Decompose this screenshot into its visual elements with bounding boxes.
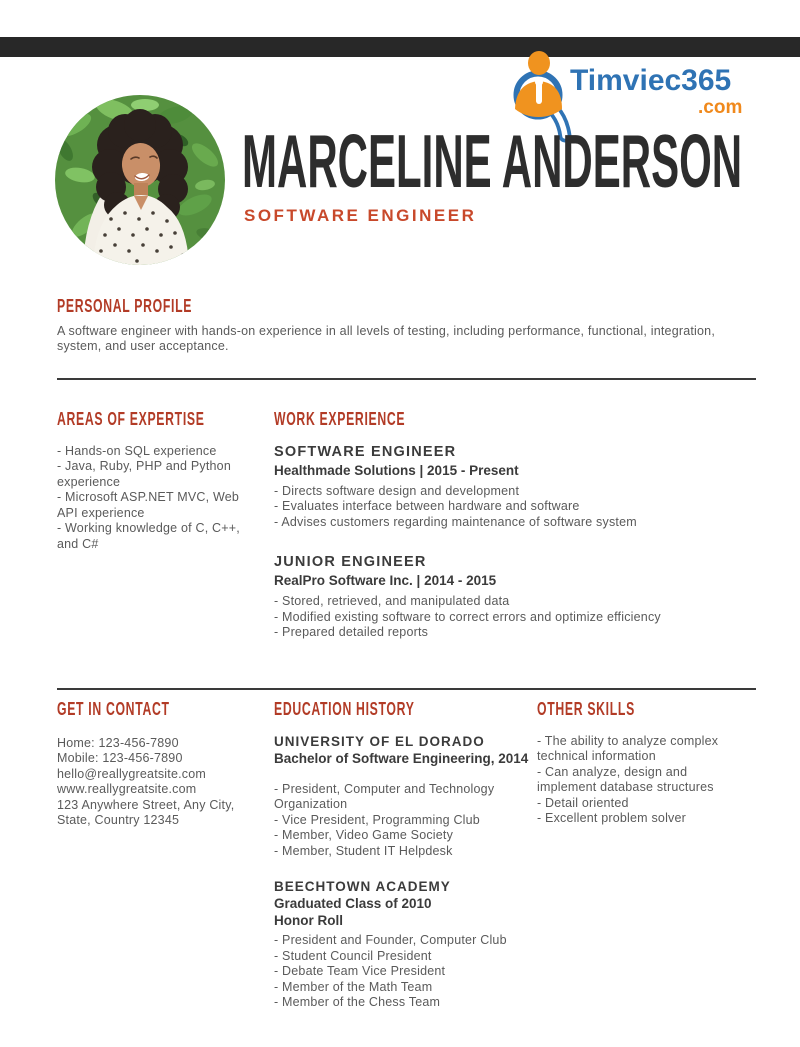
school-degree: Bachelor of Software Engineering, 2014: [274, 750, 529, 766]
job-entry: [274, 444, 709, 531]
school-entry: [274, 879, 564, 1011]
job-bullets: [274, 594, 709, 641]
list-item: - Member, Student IT Helpdesk: [274, 843, 453, 858]
other-skills-section: [537, 699, 737, 827]
logo-domain-text: .com: [698, 97, 743, 118]
contact-home-phone: Home: 123-456-7890: [57, 735, 179, 750]
job-entry: [274, 554, 709, 641]
profile-photo-image: [55, 95, 225, 265]
list-item: - Can analyze, design and implement database structures: [537, 764, 714, 795]
areas-of-expertise-heading: AREAS OF EXPERTISE: [57, 409, 205, 429]
list-item: - Stored, retrieved, and manipulated data: [274, 594, 510, 609]
job-title: SOFTWARE ENGINEER: [274, 443, 457, 460]
list-item: - Working knowledge of C, C++, and C#: [57, 521, 240, 551]
list-item: - Microsoft ASP.NET MVC, Web API experience: [57, 490, 240, 520]
personal-profile-section: [57, 296, 762, 355]
contact-address-line2: State, Country 12345: [57, 813, 180, 828]
personal-profile-heading: PERSONAL PROFILE: [57, 296, 193, 316]
job-company: Healthmade Solutions | 2015 - Present: [274, 462, 519, 478]
school-entry: [274, 734, 564, 860]
divider: [57, 378, 756, 380]
contact-email: hello@reallygreatsite.com: [57, 766, 207, 781]
person-job-title: SOFTWARE ENGINEER: [244, 206, 477, 225]
contact-mobile-phone: Mobile: 123-456-7890: [57, 751, 183, 766]
list-item: - Advises customers regarding maintenance of software system: [274, 514, 637, 529]
education-section: [274, 699, 564, 1011]
list-item: - Prepared detailed reports: [274, 625, 429, 640]
list-item: - Directs software design and development: [274, 483, 520, 498]
contact-website: www.reallygreatsite.com: [57, 782, 197, 797]
work-experience-heading: WORK EXPERIENCE: [274, 409, 406, 429]
top-black-bar: [0, 37, 800, 57]
contact-lines: [57, 736, 272, 829]
list-item: - The ability to analyze complex technical information: [537, 733, 719, 764]
list-item: - Evaluates interface between hardware and software: [274, 499, 580, 514]
job-company: RealPro Software Inc. | 2014 - 2015: [274, 573, 497, 589]
personal-profile-text: A software engineer with hands-on experience in all levels of testing, including performance, functional, integration, system, and user acceptance.: [57, 323, 715, 354]
contact-section: [57, 699, 272, 829]
skills-list: [537, 734, 737, 827]
expertise-list: [57, 444, 262, 553]
school-degree: Graduated Class of 2010: [274, 896, 432, 912]
job-bullets: [274, 484, 709, 531]
contact-heading: GET IN CONTACT: [57, 699, 170, 719]
list-item: - Student Council President: [274, 948, 432, 963]
list-item: - Member, Video Game Society: [274, 828, 454, 843]
contact-address-line1: 123 Anywhere Street, Any City,: [57, 797, 235, 812]
education-heading: EDUCATION HISTORY: [274, 699, 415, 719]
list-item: - President, Computer and Technology Organization: [274, 781, 495, 812]
job-title: JUNIOR ENGINEER: [274, 554, 427, 571]
list-item: - President and Founder, Computer Club: [274, 933, 507, 948]
list-item: - Detail oriented: [537, 795, 629, 810]
profile-photo: [55, 95, 225, 265]
list-item: - Hands-on SQL experience: [57, 443, 217, 458]
list-item: - Excellent problem solver: [537, 811, 687, 826]
school-extra: Honor Roll: [274, 913, 343, 929]
school-bullets: [274, 933, 524, 1011]
school-name: UNIVERSITY OF EL DORADO: [274, 733, 485, 749]
divider: [57, 688, 756, 690]
school-bullets: [274, 782, 524, 860]
logo-brand-text: Timviec365: [570, 64, 732, 97]
school-name: BEECHTOWN ACADEMY: [274, 879, 451, 895]
list-item: - Java, Ruby, PHP and Python experience: [57, 459, 231, 489]
list-item: - Vice President, Programming Club: [274, 812, 480, 827]
list-item: - Modified existing software to correct errors and optimize efficiency: [274, 609, 661, 624]
other-skills-heading: OTHER SKILLS: [537, 699, 635, 719]
list-item: - Member of the Math Team: [274, 979, 433, 994]
list-item: - Debate Team Vice President: [274, 964, 446, 979]
work-experience-section: [274, 409, 709, 641]
list-item: - Member of the Chess Team: [274, 995, 441, 1010]
areas-of-expertise-section: [57, 409, 262, 552]
person-name: MARCELINE ANDERSON: [242, 119, 743, 203]
